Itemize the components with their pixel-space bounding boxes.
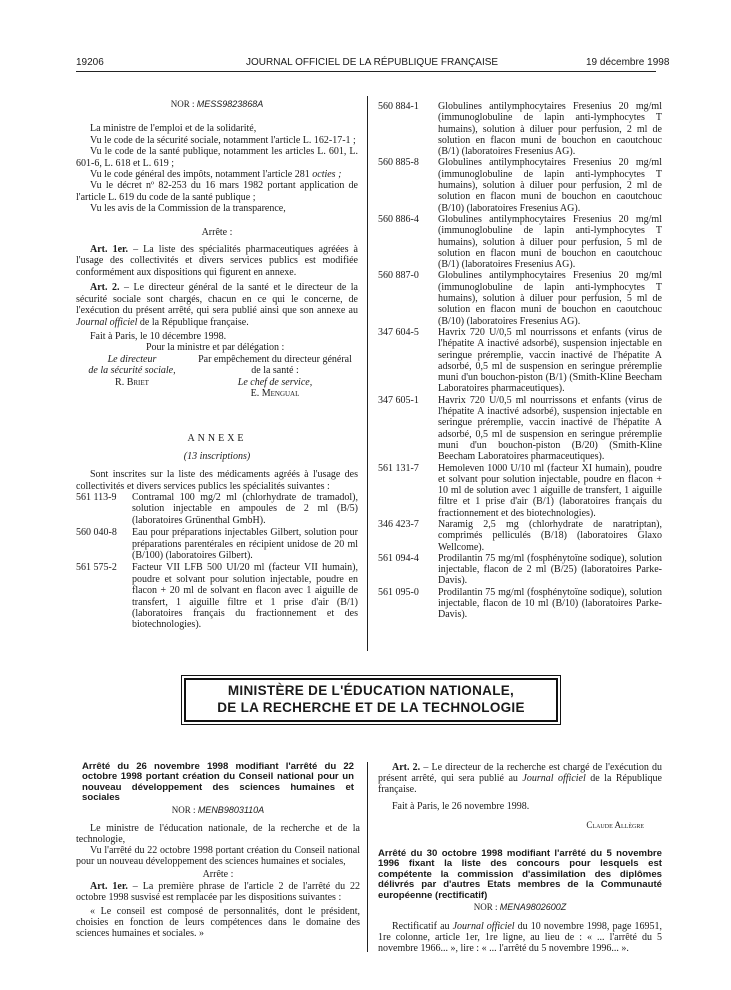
ministry-title-line: DE LA RECHERCHE ET DE LA TECHNOLOGIE (217, 700, 525, 715)
article-2: Art. 2. – Le directeur général de la santé et le directeur de la sécurité sociale sont chargés, chacun en ce qui le concerne, de l'exécution du présent arrêté, qui sera publié ainsi que son annexe au Journal officiel de la République française. (76, 282, 359, 328)
drug-description: Globulines antilymphocytaires Fresenius 20 mg/ml (immunoglobuline de lapin anti-lymphocytes T humains), solution à diluer pour perfusion, 2 ml de solution en flacon muni de bouchon en caoutchouc (B/1) (laboratoires Fresenius AG). (438, 101, 662, 158)
minister-intro: Le ministre de l'éducation nationale, de la recherche et de la technologie, (76, 822, 360, 845)
decree-title: Arrêté du 26 novembre 1998 modifiant l'arrêté du 22 octobre 1998 portant création du Conseil national pour un nouveau développement des sciences humaines et sociales (82, 761, 354, 804)
cip-code: 560 886-4 (378, 213, 419, 225)
annexe-subheading: (13 inscriptions) (183, 450, 251, 462)
drug-description: Globulines antilymphocytaires Fresenius 20 mg/ml (immunoglobuline de lapin anti-lymphocytes T humains), solution à diluer pour perfusion, 2 ml de solution en flacon muni de bouchon en caoutchouc (B/10) (laboratoires Fresenius AG). (438, 157, 662, 214)
annexe-intro: Sont inscrites sur la liste des médicaments agréés à l'usage des collectivités et divers services publics les spécialités suivantes : (76, 469, 358, 492)
decree-title: Arrêté du 30 octobre 1998 modifiant l'arrêté du 5 novembre 1996 fixant la liste des concours pour lesquels est compétente la commission d'assimilation des diplômes délivrés par d'autres Etats membres de la Communauté européenne (rectificatif) (378, 848, 662, 901)
right-column-bottom (378, 762, 662, 954)
list-item (378, 327, 662, 395)
drug-description: Naramig 2,5 mg (chlorhydrate de naratriptan), comprimés pelliculés (B/18) (laboratoires Glaxo Wellcome). (438, 518, 662, 553)
cip-code: 560 887-0 (378, 270, 419, 282)
arrete-label: Arrête : (202, 868, 234, 880)
nor-reference: NOR : MENB9803110A (171, 804, 265, 815)
quoted-provision: « Le conseil est composé de personnalités, dont le président, choisies en fonction de leurs compétences dans le domaine des sciences humaines et sociales. » (76, 905, 360, 939)
article-2: Art. 2. – Le directeur de la recherche est chargé de l'exécution du présent arrêté, qui sera publié au Journal officiel de la République française. (378, 762, 662, 795)
drug-description: Contramal 100 mg/2 ml (chlorhydrate de tramadol), solution injectable en ampoules de 2 ml (B/5) (laboratoires Grünenthal GmbH). (132, 491, 358, 526)
cip-code: 560 040-8 (76, 527, 117, 539)
column-divider-bottom (367, 762, 368, 952)
drug-description: Prodilantin 75 mg/ml (fosphénytoïne sodique), solution injectable, flacon de 10 ml (B/10) (laboratoires Parke-Davis). (438, 586, 662, 621)
fait-a-paris: Fait à Paris, le 26 novembre 1998. (392, 801, 530, 812)
signatory-title: Par empêchement du directeur général (198, 353, 352, 365)
minister-intro: La ministre de l'emploi et de la solidarité, (90, 123, 257, 135)
annexe-heading: ANNEXE (187, 433, 247, 445)
list-item (76, 562, 358, 630)
list-item (378, 270, 662, 326)
left-column-bottom (76, 762, 360, 939)
left-column-top (76, 98, 358, 632)
rectification-text: Rectificatif au Journal officiel du 10 novembre 1998, page 16951, 1re colonne, article 1er, 1re ligne, au lieu de : « ... l'arrêté du 5 novembre 1966... », lire : « ... l'arrêté du 5 novembre 1996... ». (378, 921, 662, 955)
cip-code: 560 885-8 (378, 157, 419, 169)
visa-paragraph: Vu le code général des impôts, notamment l'article 281 octies ; (90, 169, 342, 181)
header-rule (76, 71, 656, 72)
page-number: 19206 (76, 57, 104, 68)
list-item (378, 157, 662, 213)
cip-code: 561 575-2 (76, 562, 117, 574)
list-item (76, 492, 358, 526)
journal-title: JOURNAL OFFICIEL DE LA RÉPUBLIQUE FRANÇAISE (246, 57, 499, 68)
visa-paragraph: Vu le code de la sécurité sociale, notamment l'article L. 162-17-1 ; (90, 134, 356, 146)
cip-code: 560 884-1 (378, 101, 419, 112)
cip-code: 346 423-7 (378, 518, 419, 530)
list-item (378, 395, 662, 463)
signatory-name: R. Briet (115, 376, 149, 388)
cip-code: 347 604-5 (378, 326, 419, 338)
list-item (378, 519, 662, 553)
signatory-title: Le chef de service, (237, 376, 313, 388)
drug-description: Hemoleven 1000 U/10 ml (facteur XI humain), poudre et solvant pour solution injectable, poudre en flacon + 10 ml de solution avec 1 aiguille de transfert, 1 aiguille filtre et 1 prise d'air (B/1) (laboratoires français du fractionnement et des biotechnologies). (438, 462, 662, 519)
signatory-title: de la santé : (251, 365, 299, 377)
signatory-name: Claude Allègre (586, 820, 644, 830)
list-item (76, 527, 358, 561)
cip-code: 347 605-1 (378, 394, 419, 406)
cip-code: 561 094-4 (378, 552, 419, 564)
visa-paragraph: Vu l'arrêté du 22 octobre 1998 portant création du Conseil national pour un nouveau développement des sciences humaines et sociales, (76, 844, 360, 867)
ministry-title-line: MINISTÈRE DE L'ÉDUCATION NATIONALE, (227, 683, 515, 698)
visa-paragraph: Vu le décret nº 82-253 du 16 mars 1982 portant application de l'article L. 619 du code de la santé publique ; (76, 180, 358, 203)
list-item (378, 553, 662, 587)
list-item (378, 587, 662, 621)
drug-description: Prodilantin 75 mg/ml (fosphénytoïne sodique), solution injectable, flacon de 2 ml (B/25) (laboratoires Parke-Davis). (438, 552, 662, 587)
signatory-title: Le directeur (107, 353, 157, 365)
ministry-heading-box (184, 678, 558, 722)
nor-reference: NOR : MESS9823868A (170, 99, 264, 109)
signatory-name: E. Mengual (250, 387, 300, 399)
signatures (76, 354, 358, 400)
signatory-title: de la sécurité sociale, (88, 365, 176, 377)
visa-paragraph: Vu le code de la santé publique, notamment les articles L. 601, L. 601-6, L. 618 et L. 619 ; (76, 146, 358, 169)
article-1: Art. 1er. – La première phrase de l'article 2 de l'arrêté du 22 octobre 1998 susvisé est remplacée par les dispositions suivantes : (76, 880, 360, 903)
fait-a-paris: Fait à Paris, le 10 décembre 1998. (90, 330, 227, 342)
issue-date: 19 décembre 1998 (586, 57, 670, 68)
visa-paragraph: Vu les avis de la Commission de la transparence, (90, 203, 286, 215)
nor-reference: NOR : MENA9802600Z (473, 902, 567, 913)
cip-code: 561 113-9 (76, 491, 117, 503)
delegation-line: Pour la ministre et par délégation : (146, 342, 285, 354)
drug-description: Globulines antilymphocytaires Fresenius 20 mg/ml (immunoglobuline de lapin anti-lymphocytes T humains), solution à diluer pour perfusion, 5 ml de solution en flacon muni de bouchon en caoutchouc (B/1) (laboratoires Fresenius AG). (438, 213, 662, 271)
article-1: Art. 1er. – La liste des spécialités pharmaceutiques agréées à l'usage des collectivités et divers services publics est modifiée conformément aux dispositions qui figurent en annexe. (76, 244, 358, 278)
arrete-label: Arrête : (201, 226, 233, 238)
cip-code: 561 095-0 (378, 586, 419, 598)
drug-description: Havrix 720 U/0,5 ml nourrissons et enfants (virus de l'hépatite A inactivé adsorbé), suspension injectable en seringue préremplie, vaccin inactivé de l'hépatite A adsorbé, 0,5 ml de suspension en seringue préremplie muni d'un bouchon-piston (B/1) (Smith-Kline Beecham Laboratoires pharmaceutiques). (438, 326, 662, 395)
column-divider-top (367, 96, 368, 651)
right-column-top (378, 101, 662, 621)
drug-description: Havrix 720 U/0,5 ml nourrissons et enfants (virus de l'hépatite A inactivé adsorbé), suspension injectable en seringue préremplie, vaccin inactivé de l'hépatite A adsorbé, 0,5 ml de suspension en seringue préremplie muni d'un bouchon-piston (B/20) (Smith-Kline Beecham Laboratoires pharmaceutiques). (438, 394, 662, 463)
list-item (378, 463, 662, 519)
list-item (378, 101, 662, 157)
list-item (378, 214, 662, 270)
drug-description: Eau pour préparations injectables Gilbert, solution pour préparations parentérales en récipient unidose de 20 ml (B/100) (laboratoires Gilbert). (132, 527, 358, 561)
cip-code: 561 131-7 (378, 462, 419, 474)
drug-description: Facteur VII LFB 500 UI/20 ml (facteur VII humain), poudre et solvant pour solution injectable, poudre en flacon + 20 ml de solvant en flacon avec 1 aiguille de transfert, 1 aiguille filtre et 1 prise d'air (B/1) (laboratoires français du fractionnement et des biotechnologies). (132, 562, 358, 631)
drug-description: Globulines antilymphocytaires Fresenius 20 mg/ml (immunoglobuline de lapin anti-lymphocytes T humains), solution à diluer pour perfusion, 5 ml de solution en flacon muni de bouchon en caoutchouc (B/10) (laboratoires Fresenius AG). (438, 270, 662, 327)
